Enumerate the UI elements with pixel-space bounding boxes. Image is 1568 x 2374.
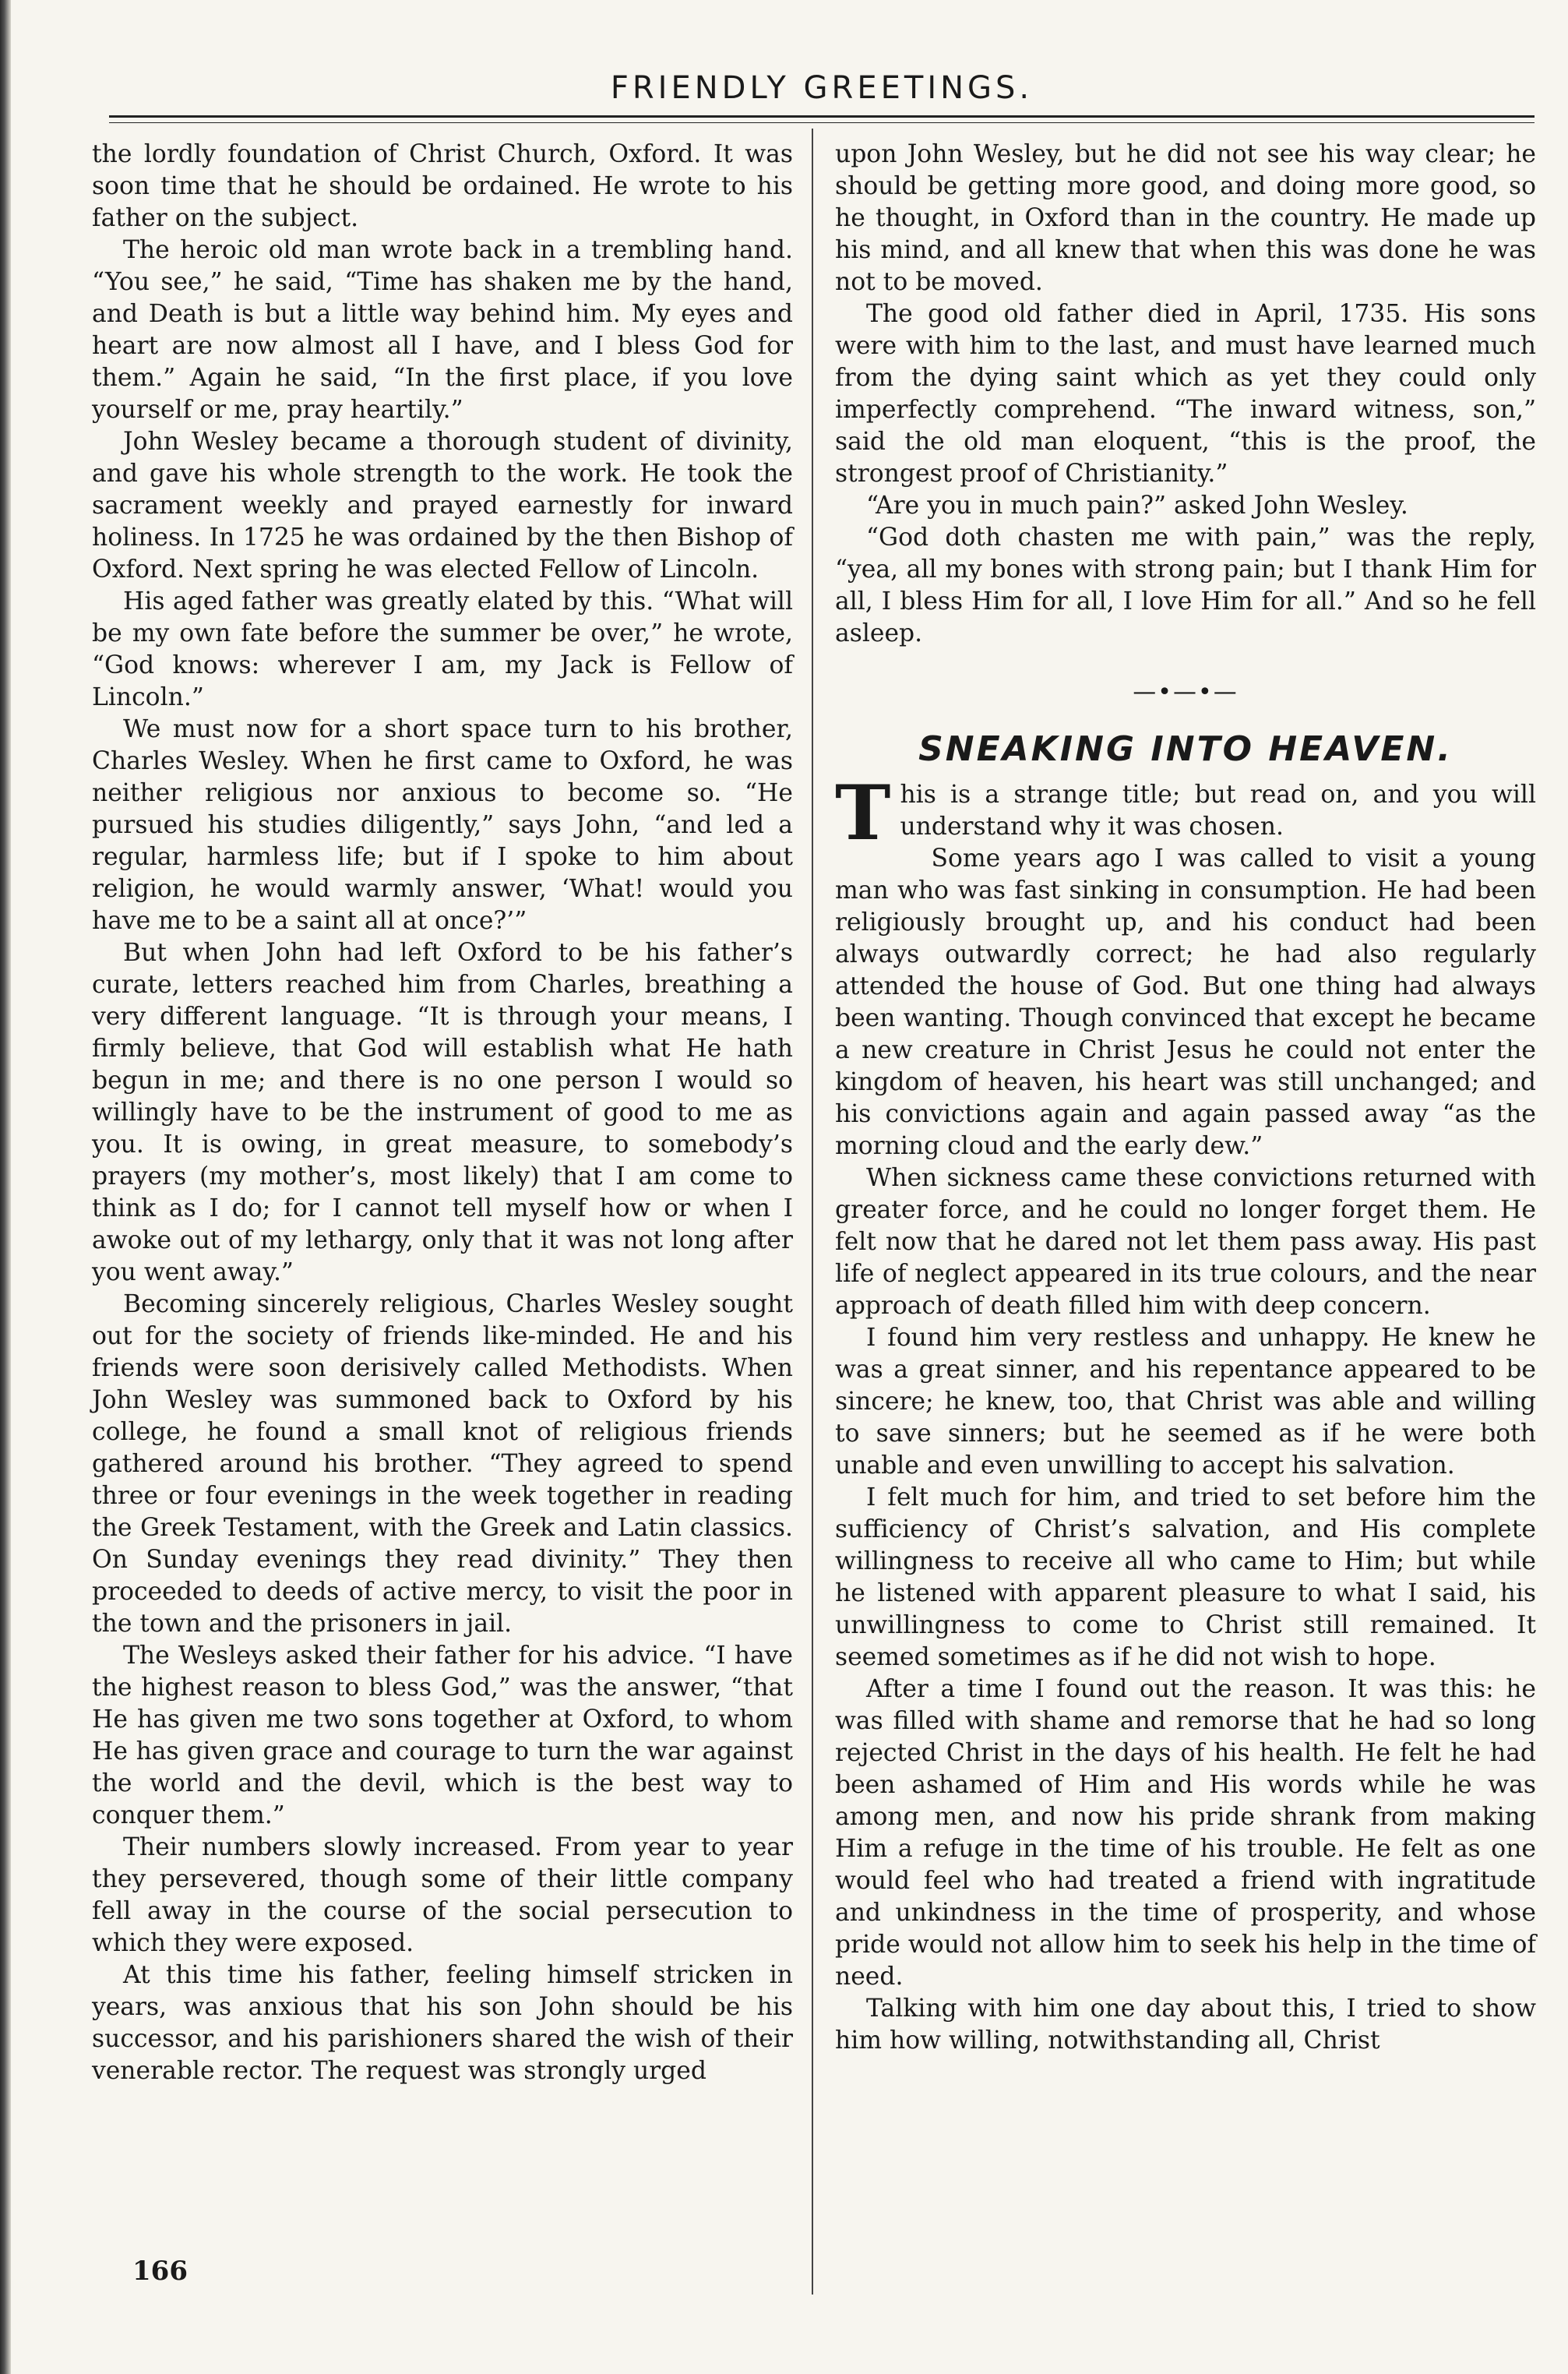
paragraph: I found him very restless and unhappy. He knew he was a great sinner, and his repentance appeared to be sincere; he knew, too, that Christ was able and willing to save sinners; but he seemed as if he were both unable and even unwilling to accept his salvation. (835, 1324, 1536, 1480)
paragraph: The good old father died in April, 1735. His sons were with him to the last, and must have learned much from the dying saint which as yet they could only imperfectly comprehend. “The inward witness, son,” said the old man eloquent, “this is the proof, the strongest proof of Christianity.” (835, 300, 1536, 488)
page-number: 166 (132, 2256, 188, 2287)
paragraph: “Are you in much pain?” asked John Wesley. (866, 492, 1408, 520)
opening-text: his is a strange title; but read on, and you will understand why it was chosen. (900, 781, 1536, 841)
left-column (92, 139, 793, 2087)
right-column (835, 139, 1536, 2057)
paragraph: We must now for a short space turn to his brother, Charles Wesley. When he first came to Oxford, he was neither religious nor anxious to become so. “He pursued his studies diligently,” says John, “and led a regular, harmless life; but if I spoke to him about religion, he would warmly answer, ‘What! would you have me to be a saint all at once?’” (92, 715, 793, 935)
page-binding-edge (0, 0, 11, 2374)
paragraph: But when John had left Oxford to be his father’s curate, letters reached him from Charles, breathing a very different language. “It is through your means, I firmly believe, that God will establish what He hath begun in me; and there is no one person I would so willingly have to be the instrument of good to me as you. It is owing, in great measure, to somebody’s prayers (my mother’s, most likely) that I am come to think as I do; for I cannot tell myself how or when I awoke out of my lethargy, only that it was not long after you went away.” (92, 939, 793, 1286)
paragraph: “God doth chasten me with pain,” was the reply, “yea, all my bones with strong pain; but I thank Him for all, I bless Him for all, I love Him for all.” And so he fell asleep. (835, 524, 1536, 647)
article-title: SNEAKING INTO HEAVEN. (918, 729, 1453, 769)
paragraph: Talking with him one day about this, I tried to show him how willing, notwithstanding all, Christ (835, 1995, 1536, 2055)
header-rule-thin (109, 122, 1535, 123)
running-header: FRIENDLY GREETINGS. (610, 70, 1034, 106)
paragraph: The heroic old man wrote back in a trembling hand. “You see,” he said, “Time has shaken me by the hand, and Death is but a little way behind him. My eyes and heart are now almost all I have, and I bless God for them.” Again he said, “In the first place, if you love yourself or me, pray heartily.” (92, 236, 793, 424)
paragraph: After a time I found out the reason. It was this: he was filled with shame and remorse that he had so long rejected Christ in the days of his health. He felt he had been ashamed of Him and His words while he was among men, and now his pride shrank from making Him a refuge in the time of his trouble. He felt as one would feel who had treated a friend with ingratitude and unkindness in the time of prosperity, and whose pride would not allow him to seek his help in the time of need. (835, 1675, 1536, 1991)
paragraph: When sickness came these convictions returned with greater force, and he could no longer forget them. He felt now that he dared not let them pass away. His past life of neglect appeared in its true colours, and the near approach of death filled him with deep concern. (835, 1164, 1536, 1320)
paragraph: His aged father was greatly elated by this. “What will be my own fate before the summer be over,” he wrote, “God knows: wherever I am, my Jack is Fellow of Lincoln.” (92, 587, 793, 711)
paragraph: The Wesleys asked their father for his advice. “I have the highest reason to bless God,” was the answer, “that He has given me two sons together at Oxford, to whom He has given grace and courage to turn the war against the world and the devil, which is the best way to conquer them.” (92, 1642, 793, 1829)
paragraph: At this time his father, feeling himself stricken in years, was anxious that his son John should be his successor, and his parishioners shared the wish of their venerable rector. The request was strongly urged (92, 1961, 793, 2085)
paragraph: Some years ago I was called to visit a young man who was fast sinking in consumption. He had been religiously brought up, and his conduct had been always outwardly correct; he had also regularly attended the house of God. But one thing had always been wanting. Though convinced that except he became a new creature in Christ Jesus he could not enter the kingdom of heaven, his heart was still unchanged; and his convictions again and again passed away “as the morning cloud and the early dew.” (835, 845, 1536, 1160)
paragraph: John Wesley became a thorough student of divinity, and gave his whole strength to the work. He took the sacrament weekly and prayed earnestly for inward holiness. In 1725 he was ordained by the then Bishop of Oxford. Next spring he was elected Fellow of Lincoln. (92, 428, 793, 584)
paragraph: I felt much for him, and tried to set before him the sufficiency of Christ’s salvation, and His complete willingness to receive all who came to Him; but while he listened with apparent pleasure to what I said, his unwillingness to come to Christ still remained. It seemed sometimes as if he did not wish to hope. (835, 1483, 1536, 1671)
paragraph: Their numbers slowly increased. From year to year they persevered, though some of their little company fell away in the course of the social persecution to which they were exposed. (92, 1833, 793, 1957)
section-ornament: —•—•— (1133, 679, 1239, 706)
paragraph: the lordly foundation of Christ Church, Oxford. It was soon time that he should be ordained. He wrote to his father on the subject. (92, 140, 793, 232)
paragraph: Becoming sincerely religious, Charles Wesley sought out for the society of friends like-minded. He and his friends were soon derisively called Methodists. When John Wesley was summoned back to Oxford by his college, he found a small knot of religious friends gathered around his brother. “They agreed to spend three or four evenings in the week together in reading the Greek Testament, with the Greek and Latin classics. On Sunday evenings they read divinity.” They then proceeded to deeds of active mercy, to visit the poor in the town and the prisoners in jail. (92, 1290, 793, 1638)
opening-paragraph (835, 769, 1536, 857)
header-rule (109, 115, 1535, 118)
drop-cap: T (835, 769, 891, 857)
column-divider (812, 129, 813, 2295)
paragraph: upon John Wesley, but he did not see his way clear; he should be getting more good, and doing more good, so he thought, in Oxford than in the country. He made up his mind, and all knew that when this was done he was not to be moved. (835, 140, 1536, 296)
